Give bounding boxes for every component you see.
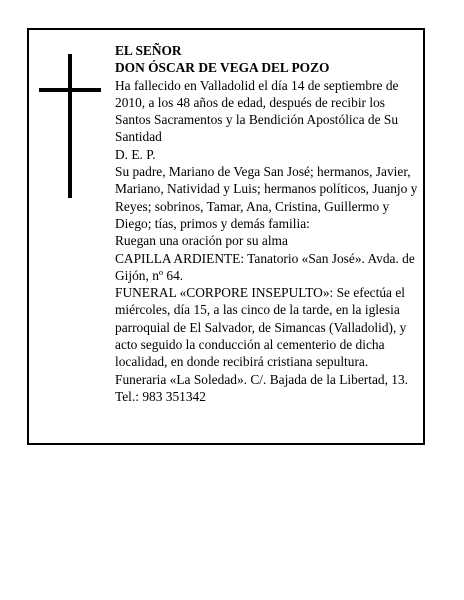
cross-vertical-bar xyxy=(68,54,72,198)
family-list: Su padre, Mariano de Vega San José; hermanos, Javier, Mariano, Natividad y Luis; hermanos políticos, Juanjo y Reyes; sobrinos, Tamar, Ana, Cristina, Guillermo y Diego; tías, primos y demás familia: xyxy=(115,164,418,231)
funeral-home-info: Funeraria «La Soledad». C/. Bajada de la Libertad, 13. Tel.: 983 351342 xyxy=(115,371,409,404)
heading-line-1: EL SEÑOR xyxy=(115,43,182,58)
notice-text xyxy=(115,42,420,405)
cross-icon xyxy=(39,54,101,198)
obituary-notice xyxy=(27,28,425,445)
dep-abbreviation: D. E. P. xyxy=(115,146,156,162)
prayer-request: Ruegan una oración por su alma xyxy=(115,233,288,249)
cross-horizontal-bar xyxy=(39,88,101,92)
funeral-info: FUNERAL «CORPORE INSEPULTO»: Se efectúa el miércoles, día 15, a las cinco de la tarde, en la iglesia parroquial de El Salvador, de Simancas (Valladolid), y acto seguido la conducción al cementerio de dicha localidad, en donde recibirá cristiana sepultura. xyxy=(115,285,407,370)
heading-line-2: DON ÓSCAR DE VEGA DEL POZO xyxy=(115,60,330,76)
death-info: Ha fallecido en Valladolid el día 14 de septiembre de 2010, a los 48 años de edad, después de recibir los Santos Sacramentos y la Bendición Apostólica de Su Santidad xyxy=(115,77,399,145)
chapel-info: CAPILLA ARDIENTE: Tanatorio «San José». Avda. de Gijón, nº 64. xyxy=(115,250,415,283)
